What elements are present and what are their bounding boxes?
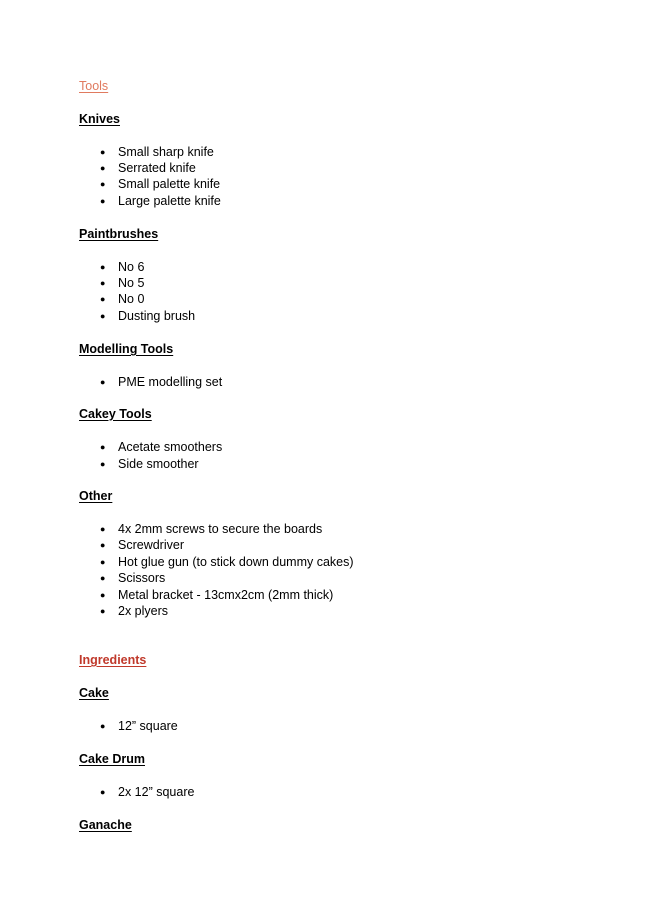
section-heading-paintbrushes: Paintbrushes <box>79 227 159 241</box>
bullet: ● <box>100 147 106 157</box>
bullet: ● <box>100 573 106 583</box>
bullet: ● <box>100 196 106 206</box>
bullet: ● <box>100 442 106 452</box>
list-item: No 6 <box>118 260 145 274</box>
list-item: Scissors <box>118 571 166 585</box>
list-item: 2x plyers <box>118 604 169 618</box>
list-item: Metal bracket - 13cmx2cm (2mm thick) <box>118 588 334 602</box>
section-heading-modelling-tools: Modelling Tools <box>79 342 174 356</box>
bullet: ● <box>100 721 106 731</box>
section-heading-ganache: Ganache <box>79 818 132 832</box>
section-heading-cake-drum: Cake Drum <box>79 752 145 766</box>
bullet: ● <box>100 606 106 616</box>
bullet: ● <box>100 311 106 321</box>
list-item: Dusting brush <box>118 309 196 323</box>
list-item: Small sharp knife <box>118 145 214 159</box>
bullet: ● <box>100 557 106 567</box>
list-item: Small palette knife <box>118 177 221 191</box>
list-item: Acetate smoothers <box>118 440 223 454</box>
list-item: Serrated knife <box>118 161 196 175</box>
list-item: PME modelling set <box>118 375 223 389</box>
ingredients-title: Ingredients <box>79 653 147 667</box>
tools-title: Tools <box>79 79 109 93</box>
list-item: No 0 <box>118 292 145 306</box>
list-item: No 5 <box>118 276 145 290</box>
section-heading-cakey-tools: Cakey Tools <box>79 407 152 421</box>
bullet: ● <box>100 163 106 173</box>
list-item: 12” square <box>118 719 178 733</box>
list-item: 2x 12” square <box>118 785 195 799</box>
bullet: ● <box>100 540 106 550</box>
bullet: ● <box>100 377 106 387</box>
bullet: ● <box>100 278 106 288</box>
bullet: ● <box>100 787 106 797</box>
list-item: Large palette knife <box>118 194 221 208</box>
list-item: Screwdriver <box>118 538 184 552</box>
list-item: Side smoother <box>118 457 199 471</box>
bullet: ● <box>100 294 106 304</box>
section-heading-other: Other <box>79 489 113 503</box>
list-item: 4x 2mm screws to secure the boards <box>118 522 323 536</box>
bullet: ● <box>100 524 106 534</box>
section-heading-cake: Cake <box>79 686 109 700</box>
bullet: ● <box>100 262 106 272</box>
bullet: ● <box>100 179 106 189</box>
list-item: Hot glue gun (to stick down dummy cakes) <box>118 555 354 569</box>
bullet: ● <box>100 459 106 469</box>
section-heading-knives: Knives <box>79 112 120 126</box>
bullet: ● <box>100 590 106 600</box>
